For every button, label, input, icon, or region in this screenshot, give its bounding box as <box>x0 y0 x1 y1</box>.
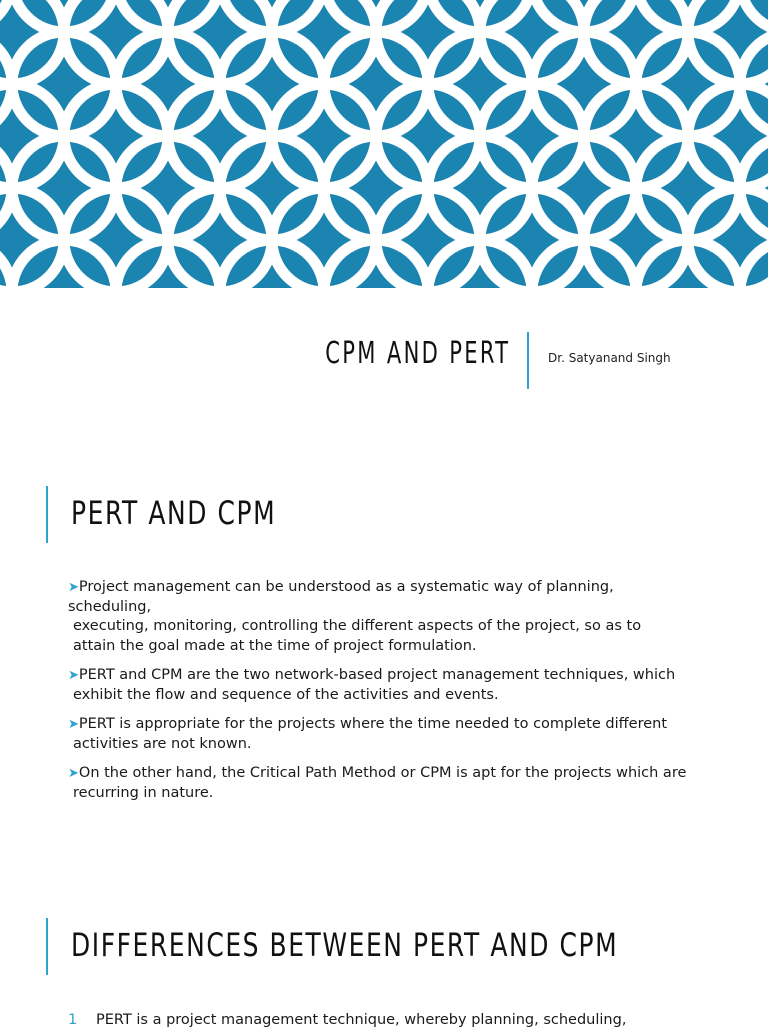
bullet-text-line: Project management can be understood as a systematic way of planning, scheduling, <box>68 579 614 615</box>
list-number: 1 <box>68 1012 78 1028</box>
list-item <box>68 764 688 803</box>
arrow-bullet-icon: ➤ <box>68 766 79 781</box>
title-slide <box>0 288 768 420</box>
section-accent-bar <box>46 486 48 543</box>
bullet-list <box>68 578 688 813</box>
arrow-bullet-icon: ➤ <box>68 668 79 683</box>
numbered-list-item <box>68 1012 708 1028</box>
bullet-text-continued: recurring in nature. <box>73 784 214 801</box>
title-divider <box>527 332 529 389</box>
author-name: Dr. Satyanand Singh <box>548 351 671 365</box>
slide-title-pert-and-cpm: PERT AND CPM <box>71 494 277 532</box>
decorative-pattern-banner <box>0 0 768 288</box>
bullet-text-continued: activities are not known. <box>73 735 252 752</box>
list-item-text: PERT is a project management technique, whereby planning, scheduling, <box>96 1012 627 1028</box>
bullet-text-continued: exhibit the flow and sequence of the activities and events. <box>73 686 499 703</box>
arrow-bullet-icon: ➤ <box>68 717 79 732</box>
presentation-title: CPM AND PERT <box>324 336 510 371</box>
slide-title-differences: DIFFERENCES BETWEEN PERT AND CPM <box>71 926 619 964</box>
arrow-bullet-icon: ➤ <box>68 580 79 595</box>
bullet-text-line: On the other hand, the Critical Path Method or CPM is apt for the projects which are <box>78 765 687 781</box>
bullet-text-continued: executing, monitoring, controlling the different aspects of the project, so as to attain the goal made at the time of project formulation. <box>73 618 642 654</box>
bullet-text-line: PERT and CPM are the two network-based project management techniques, which <box>78 667 676 683</box>
bullet-text-line: PERT is appropriate for the projects where the time needed to complete different <box>78 716 668 732</box>
list-item <box>68 578 688 656</box>
section-accent-bar <box>46 918 48 975</box>
list-item <box>68 715 688 754</box>
list-item <box>68 666 688 705</box>
